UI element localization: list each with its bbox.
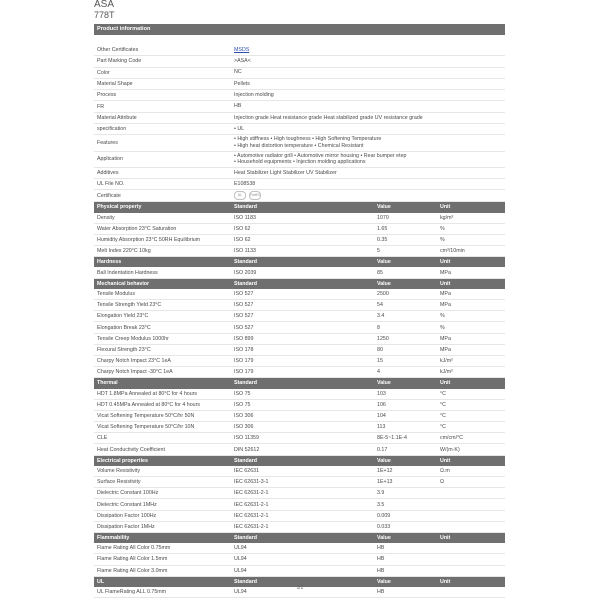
table-row [94,345,505,356]
property-unit: W/(m·K) [440,446,460,453]
table-row [94,522,505,533]
table-row [94,334,505,345]
column-header: Unit [440,457,451,464]
test-standard: ISO 1183 [234,214,256,221]
test-standard: ISO 306 [234,424,254,431]
section-title: UL [97,578,105,585]
property-value: 104 [377,413,386,419]
property-value: 8 [377,324,380,331]
column-header: Unit [440,259,451,266]
table-row [94,400,505,411]
property-value: HB [377,589,385,595]
info-value-line: • Household equipments • Injection molding applications [234,159,366,166]
property-name: UL FlameRating ALL 0.75mm [97,589,167,595]
table-row [94,422,505,433]
info-row [94,190,505,202]
property-name: Elongation Break 23°C [97,324,151,331]
info-value-line: • Automotive radiator grill • Automotive mirror housing • Rear bumper etep [234,152,407,159]
section-title: Flammability [97,535,130,542]
column-header: Standard [234,457,257,464]
column-header: Standard [234,204,257,211]
info-row [94,152,505,168]
column-header: Unit [440,578,451,585]
column-header: Standard [234,259,257,266]
info-value [234,180,505,189]
info-value-line: • High heat distortion temperature • Chemical Resistant [234,142,364,149]
table-row [94,389,505,400]
table-row [94,488,505,499]
test-standard: ISO 178 [234,346,254,353]
property-value: HB [377,567,385,574]
table-row [94,511,505,522]
section-title: Mechanical behavior [97,280,150,287]
property-unit: °C [440,401,446,408]
info-label: specification [97,126,127,133]
test-standard: ISO 1133 [234,248,256,255]
column-header: Value [377,380,391,387]
info-label: FR [97,103,105,110]
property-value: 15 [377,358,383,365]
test-standard: ISO 527 [234,324,254,331]
property-name: Ball Indentation Hardness [97,269,158,276]
test-standard: ISO 11359 [234,435,259,442]
info-value-text: Injection molding [234,92,274,99]
property-unit: % [440,313,445,320]
info-value-text: Pellets [234,80,250,87]
property-name: Flame Rating All Color 0.75mm [97,545,171,552]
info-value-line: • High stiffness • High toughness • High Softening Temperature [234,136,382,143]
property-unit: kg/m³ [440,214,454,221]
info-value-text: NC [234,69,242,76]
test-standard: ISO 527 [234,302,254,309]
property-name: Tensile Modulus [97,290,135,297]
property-name: Volume Resistivity [97,467,140,474]
product-information-header: Product information [94,24,505,35]
property-name: Surface Resistivity [97,479,141,486]
property-value: 103 [377,390,386,397]
table-row [94,322,505,333]
column-header: Value [377,535,391,542]
property-name: Elongation Yield 23°C [97,313,149,320]
product-information-table [94,35,505,202]
section-header [94,533,505,543]
property-name: Heat Conductivity Coefficient [97,446,165,453]
info-row [94,124,505,135]
column-header: Standard [234,280,257,287]
property-value: 113 [377,424,386,431]
info-row [94,90,505,101]
table-row [94,499,505,510]
property-value: 5 [377,248,380,255]
property-name: Charpy Notch Impact -30°C 1eA [97,369,173,376]
property-unit: °C [440,413,446,419]
rohs-certificate-icon: RoHS [249,191,261,200]
property-value: 0.17 [377,446,388,453]
property-name: Tensile Strength Yield 23°C [97,302,162,309]
info-value [234,135,505,150]
section-title: Hardness [97,259,122,266]
info-label: Certificate [97,192,121,199]
section-header [94,202,505,212]
property-unit: MPa [440,269,451,276]
test-standard: ISO 527 [234,313,254,320]
property-value: 85 [377,269,383,276]
property-value: 3.4 [377,313,385,320]
column-header: Unit [440,380,451,387]
test-standard: ISO 179 [234,369,254,376]
property-name: HDT 0.45MPa Annealed at 80°C for 4 hours [97,401,201,408]
info-label: UL File NO. [97,181,125,188]
info-label: Process [97,92,117,99]
test-standard: IEC 62631-2-1 [234,490,269,497]
section-header [94,456,505,466]
property-value: 2500 [377,290,389,297]
msds-link[interactable]: MSDS [234,46,250,53]
property-value: 3.5 [377,501,385,508]
info-value [234,190,505,201]
section-title: Physical property [97,204,142,211]
property-value: 80 [377,346,383,353]
table-row [94,466,505,477]
info-label: Other Certificates [97,47,139,54]
table-row [94,566,505,577]
product-grade-subtitle: 778T [94,10,115,20]
property-value: 1070 [377,214,389,221]
info-row [94,101,505,112]
info-value [234,152,505,167]
property-name: CLE [97,435,108,442]
table-row [94,554,505,565]
info-value-text: >ASA< [234,58,251,65]
property-tables [94,202,505,598]
info-row [94,79,505,90]
info-value [234,169,505,178]
test-standard: UL94 [234,545,247,552]
test-standard: UL94 [234,589,247,595]
property-value: 8E-5~1.1E-4 [377,435,407,442]
property-name: Water Absorption 23°C Saturation [97,225,177,232]
info-value [234,114,505,123]
property-value: 3.9 [377,490,385,497]
property-unit: % [440,237,445,243]
info-row [94,179,505,190]
property-value: 106 [377,401,386,408]
table-row [94,311,505,322]
test-standard: UL94 [234,567,247,574]
table-row [94,246,505,257]
section-header [94,257,505,267]
section-header [94,378,505,388]
column-header: Unit [440,280,451,287]
info-value-text: E108538 [234,180,256,187]
info-label: Features [97,139,118,146]
test-standard: IEC 62631-2-1 [234,501,269,508]
property-value: 54 [377,302,383,309]
info-value [234,80,505,89]
test-standard: ISO 75 [234,390,251,397]
info-value [234,91,505,100]
property-value: 0.033 [377,523,391,530]
table-row [94,367,505,378]
table-row [94,356,505,367]
property-unit: MPa [440,346,451,353]
test-standard: ISO 899 [234,335,254,342]
table-row [94,444,505,455]
ul-certificate-icon: UL [234,191,246,200]
property-value: 1.65 [377,225,388,232]
property-name: Tensile Creep Modulus 1000hr [97,335,169,342]
info-label: Part Marking Code [97,58,142,65]
property-unit: cm³/10min [440,248,465,255]
info-value [234,46,505,55]
info-row [94,168,505,179]
info-value-text: HB [234,103,242,110]
column-header: Value [377,259,391,266]
property-unit: kJ/m² [440,369,453,376]
property-unit: cm/cm/°C [440,435,464,442]
test-standard: ISO 527 [234,290,254,297]
info-label: Material Shape [97,81,133,88]
property-name: Flame Rating All Color 3.0mm [97,567,168,574]
datasheet [94,24,505,598]
info-value [234,57,505,66]
info-label: Additives [97,169,119,176]
property-unit: Ω.m [440,467,450,474]
property-value: 0.35 [377,237,388,243]
column-header: Unit [440,535,451,542]
property-unit: % [440,324,445,331]
info-label: Color [97,69,110,76]
info-value-text: Heat Stabilizer Light Stabilizer UV Stabilizer [234,169,337,176]
property-name: Melt Index 220°C 10kg [97,248,151,255]
test-standard: ISO 75 [234,401,251,408]
property-name: Flexural Strength 23°C [97,346,151,353]
table-row [94,411,505,422]
table-row [94,235,505,246]
property-value: HB [377,556,385,563]
property-unit: °C [440,424,446,431]
property-name: Dielectric Constant 100Hz [97,490,159,497]
property-name: Dielectric Constant 1MHz [97,501,157,508]
info-value-text: • UL [234,125,245,132]
table-row [94,289,505,300]
property-unit: MPa [440,335,451,342]
property-unit: MPa [440,302,451,309]
property-value: 1E+12 [377,467,393,474]
info-value [234,68,505,77]
property-name: Vicat Softening Temperature 50°C/hr 10N [97,424,195,431]
product-family-title: ASA [94,0,115,10]
info-label: Application [97,156,123,163]
info-row [94,56,505,67]
info-label: Material Attribute [97,114,137,121]
property-unit: % [440,225,445,232]
page-number: 1/2 [296,585,304,591]
test-standard: ISO 62 [234,237,251,243]
test-standard: ISO 2039 [234,269,257,276]
property-name: Dissipation Factor 1MHz [97,523,155,530]
property-name: Charpy Notch Impact 23°C 1eA [97,358,171,365]
property-name: Dissipation Factor 100Hz [97,512,157,519]
column-header: Value [377,578,391,585]
column-header: Unit [440,204,451,211]
test-standard: IEC 62631 [234,467,260,474]
property-value: HB [377,545,385,552]
property-name: Flame Rating All Color 1.5mm [97,556,168,563]
info-row [94,68,505,79]
column-header: Standard [234,535,257,542]
column-header: Value [377,280,391,287]
property-name: Vicat Softening Temperature 50°C/hr 50N [97,413,195,419]
table-row [94,477,505,488]
property-unit: MPa [440,290,451,297]
property-name: Humidity Absorption 23°C 50RH Equilibrium [97,237,201,243]
info-value-text: Injection grade Heat resistance grade Heat stabilized grade UV resistance grade [234,114,423,121]
test-standard: UL94 [234,556,247,563]
table-row [94,267,505,278]
property-value: 1250 [377,335,389,342]
info-row [94,135,505,151]
column-header: Value [377,457,391,464]
section-title: Thermal [97,380,118,387]
section-header [94,279,505,289]
info-value [234,102,505,111]
test-standard: ISO 62 [234,225,251,232]
info-row [94,113,505,124]
property-unit: kJ/m² [440,358,453,365]
test-standard: IEC 62631-2-1 [234,523,269,530]
info-row [94,45,505,56]
section-title: Electrical properties [97,457,148,464]
test-standard: IEC 62631-2-1 [234,512,269,519]
property-name: HDT 1.8MPa Annealed at 80°C for 4 hours [97,390,198,397]
table-row [94,433,505,444]
column-header: Standard [234,578,257,585]
table-row [94,300,505,311]
column-header: Value [377,204,391,211]
test-standard: ISO 306 [234,413,254,419]
table-row [94,213,505,224]
test-standard: DIN 52612 [234,446,260,453]
column-header: Standard [234,380,257,387]
property-value: 0.009 [377,512,391,519]
property-unit: Ω [440,479,444,486]
property-value: 4 [377,369,380,376]
info-value [234,125,505,134]
property-name: Density [97,214,115,221]
property-unit: °C [440,390,446,397]
test-standard: ISO 179 [234,358,254,365]
table-row [94,224,505,235]
table-row [94,543,505,554]
property-value: 1E+13 [377,479,393,486]
test-standard: IEC 62631-3-1 [234,479,269,486]
